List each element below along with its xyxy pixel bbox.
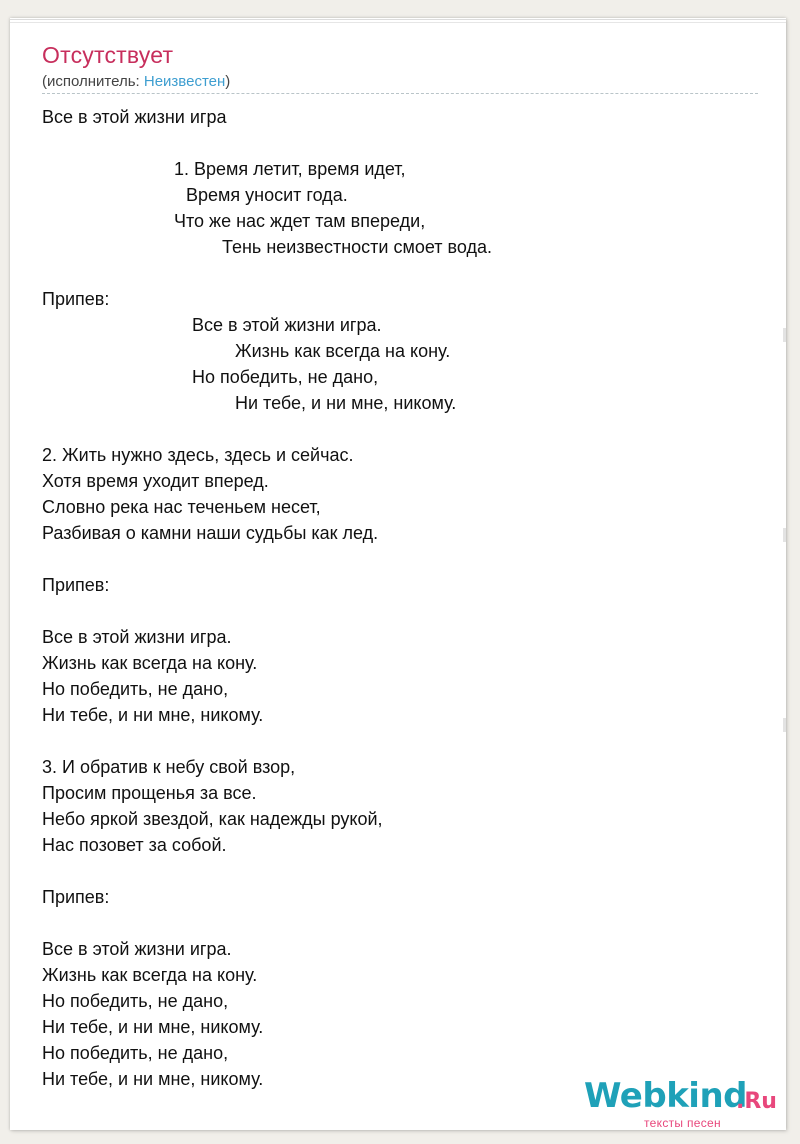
lyric-line: 1. Время летит, время идет, xyxy=(174,159,406,179)
title-divider xyxy=(42,93,758,94)
lyric-line: Нас позовет за собой. xyxy=(42,835,227,855)
webkind-logo[interactable] xyxy=(584,1076,784,1136)
scroll-mark xyxy=(783,528,786,542)
lyric-line: Жизнь как всегда на кону. xyxy=(42,653,258,673)
artist-link[interactable]: Неизвестен xyxy=(143,73,226,90)
logo-tagline: тексты песен xyxy=(644,1116,721,1130)
lyric-line: Словно река нас теченьем несет, xyxy=(42,497,321,517)
artist-line xyxy=(42,73,230,90)
artist-suffix: ) xyxy=(225,73,231,90)
top-border-line xyxy=(10,19,786,21)
lyric-line: Что же нас ждет там впереди, xyxy=(174,211,426,231)
lyric-line: Просим прощенья за все. xyxy=(42,783,257,803)
lyric-line: Разбивая о камни наши судьбы как лед. xyxy=(42,523,379,543)
lyric-line: Жизнь как всегда на кону. xyxy=(235,341,451,361)
chorus-label: Припев: xyxy=(42,887,110,907)
song-title: Отсутствует xyxy=(42,42,174,68)
lyric-line: Ни тебе, и ни мне, никому. xyxy=(235,393,457,413)
logo-domain: .Ru xyxy=(736,1089,777,1114)
lyric-line: Все в этой жизни игра. xyxy=(192,315,382,335)
top-border-line-inner xyxy=(10,22,786,24)
lyric-line: Небо яркой звездой, как надежды рукой, xyxy=(42,809,383,829)
lyric-line: Хотя время уходит вперед. xyxy=(42,471,269,491)
scroll-mark xyxy=(783,328,786,342)
lyric-line: Все в этой жизни игра xyxy=(42,107,227,127)
lyric-line: 2. Жить нужно здесь, здесь и сейчас. xyxy=(42,445,354,465)
lyric-line: Ни тебе, и ни мне, никому. xyxy=(42,1069,264,1089)
artist-prefix: (исполнитель: xyxy=(42,73,144,90)
lyric-line: Жизнь как всегда на кону. xyxy=(42,965,258,985)
lyric-line: Тень неизвестности смоет вода. xyxy=(222,237,492,257)
lyric-line: Ни тебе, и ни мне, никому. xyxy=(42,705,264,725)
lyric-line: 3. И обратив к небу свой взор, xyxy=(42,757,296,777)
chorus-label: Припев: xyxy=(42,575,110,595)
lyrics-sheet xyxy=(10,18,786,1130)
lyric-line: Время уносит года. xyxy=(186,185,348,205)
scroll-mark xyxy=(783,718,786,732)
lyric-line: Ни тебе, и ни мне, никому. xyxy=(42,1017,264,1037)
lyric-line: Все в этой жизни игра. xyxy=(42,627,232,647)
lyric-line: Но победить, не дано, xyxy=(42,1043,229,1063)
lyric-line: Все в этой жизни игра. xyxy=(42,939,232,959)
chorus-label: Припев: xyxy=(42,289,110,309)
lyric-line: Но победить, не дано, xyxy=(192,367,379,387)
lyric-line: Но победить, не дано, xyxy=(42,991,229,1011)
logo-wordmark: Webkind xyxy=(584,1076,747,1116)
lyric-line: Но победить, не дано, xyxy=(42,679,229,699)
